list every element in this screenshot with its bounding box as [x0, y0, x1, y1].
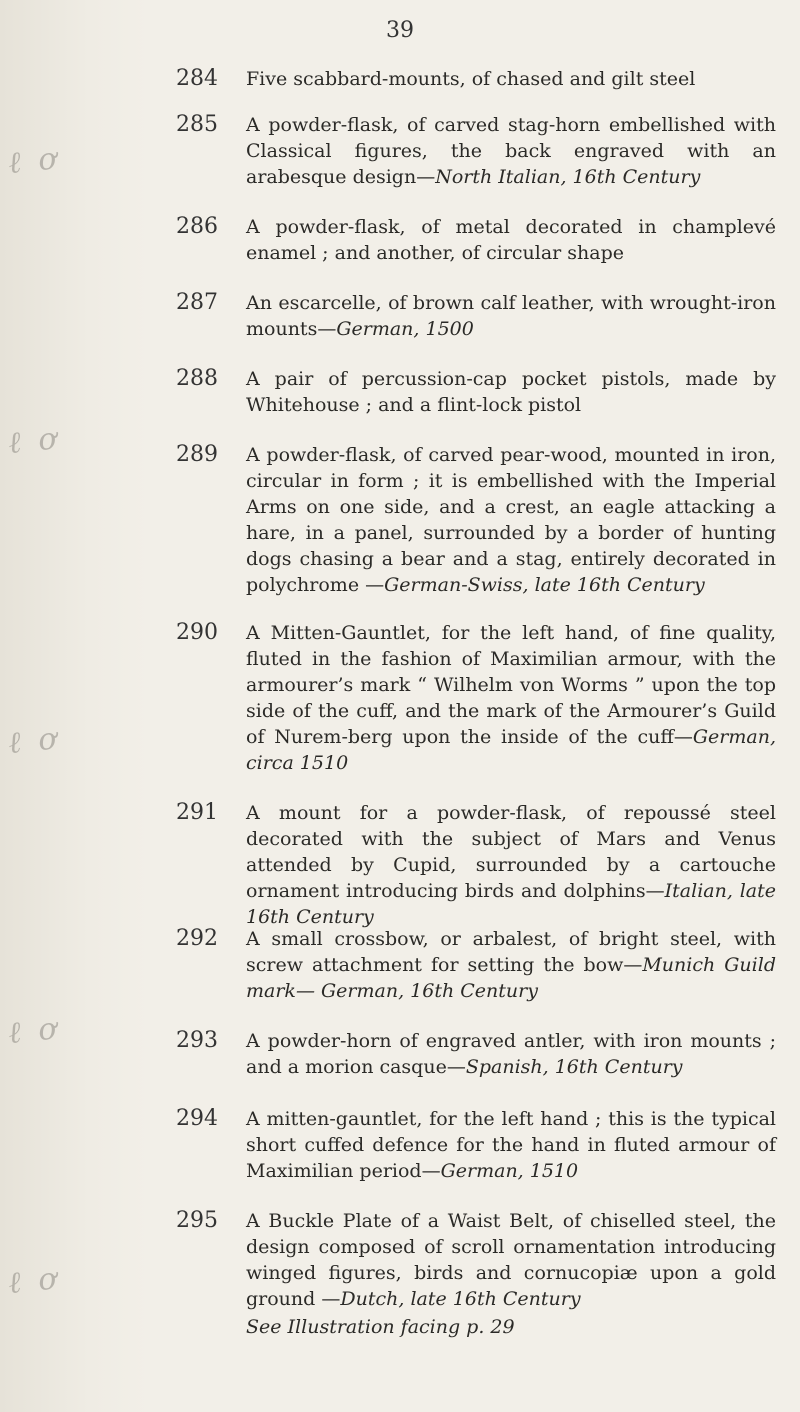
- lot-text: A powder-flask, of carved pear-wood, mounted in iron, circular in form ; it is embellished with the Imperial Arms on one side, and a crest, an eagle attacking a hare, in a panel, surrounded by a border of hunting dogs chasing a bear and a stag, entirely decorated in polychrome —: [246, 444, 776, 596]
- lot-number: 292: [176, 926, 218, 951]
- margin-pencil-mark: ℓ ơ: [6, 140, 62, 182]
- lot-description: [246, 290, 776, 342]
- lot-number: 289: [176, 442, 218, 467]
- lot-origin: Italian, late 16th Century: [246, 880, 776, 928]
- lot-text: A small crossbow, or arbalest, of bright steel, with screw attachment for setting the bow—: [246, 928, 776, 976]
- lot-origin: North Italian, 16th Century: [435, 166, 701, 188]
- lot-number: 287: [176, 290, 218, 315]
- bound-margin: [0, 0, 150, 1412]
- lot-text: A mitten-gauntlet, for the left hand ; this is the typical short cuffed defence for the hand in fluted armour of Maximilian period—: [246, 1108, 776, 1182]
- lot-number: 291: [176, 800, 218, 825]
- lot-description: [246, 1028, 776, 1080]
- lot-description: [246, 66, 776, 92]
- lot-text: A powder-flask, of carved stag-horn embellished with Classical figures, the back engraved with an arabesque design—: [246, 114, 776, 188]
- lot-origin: Munich Guild mark— German, 16th Century: [246, 954, 776, 1002]
- lot-origin: German, 1500: [336, 318, 474, 340]
- lot-number: 288: [176, 366, 218, 391]
- lot-number: 295: [176, 1208, 218, 1233]
- lot-text: A powder-flask, of metal decorated in champlevé enamel ; and another, of circular shape: [246, 216, 776, 264]
- lot-description: [246, 214, 776, 266]
- lot-text: A Mitten-Gauntlet, for the left hand, of fine quality, fluted in the fashion of Maximilian armour, with the armourer’s mark “ Wilhelm von Worms ” upon the top side of the cuff, and the mark of the Armourer’s Guild of Nurem-berg upon the inside of the cuff—: [246, 622, 776, 748]
- lot-text: A Buckle Plate of a Waist Belt, of chiselled steel, the design composed of scroll ornamentation introducing winged figures, birds and cornucopiæ upon a gold ground —: [246, 1210, 776, 1310]
- lot-text: Five scabbard-mounts, of chased and gilt steel: [246, 68, 696, 90]
- lot-number: 293: [176, 1028, 218, 1053]
- lot-description: [246, 366, 776, 418]
- lot-description: [246, 926, 776, 1004]
- lot-origin: Dutch, late 16th Century: [340, 1288, 581, 1310]
- lot-description: [246, 1208, 776, 1340]
- lot-number: 284: [176, 66, 218, 91]
- lot-number: 290: [176, 620, 218, 645]
- lot-origin: Spanish, 16th Century: [465, 1056, 683, 1078]
- lot-origin: German-Swiss, late 16th Century: [384, 574, 705, 596]
- lot-text: A mount for a powder-flask, of repoussé steel decorated with the subject of Mars and Venus attended by Cupid, surrounded by a cartouche ornament introducing birds and dolphins—: [246, 802, 776, 902]
- lot-text: A powder-horn of engraved antler, with iron mounts ; and a morion casque—: [246, 1030, 776, 1078]
- lot-origin: German, circa 1510: [246, 726, 776, 774]
- lot-description: [246, 620, 776, 776]
- margin-pencil-mark: ℓ ơ: [6, 1260, 62, 1302]
- margin-pencil-mark: ℓ ơ: [6, 1010, 62, 1052]
- lot-description: [246, 442, 776, 598]
- lot-number: 294: [176, 1106, 218, 1131]
- illustration-note: See Illustration facing p. 29: [246, 1316, 515, 1338]
- lot-number: 286: [176, 214, 218, 239]
- margin-pencil-mark: ℓ ơ: [6, 720, 62, 762]
- margin-pencil-mark: ℓ ơ: [6, 420, 62, 462]
- lot-description: [246, 1106, 776, 1184]
- lot-text: A pair of percussion-cap pocket pistols, made by Whitehouse ; and a flint-lock pistol: [246, 368, 776, 416]
- lot-origin: German, 1510: [440, 1160, 579, 1182]
- lot-text: An escarcelle, of brown calf leather, with wrought-iron mounts—: [246, 292, 776, 340]
- lot-description: [246, 800, 776, 930]
- page-number: 39: [386, 18, 414, 43]
- lot-description: [246, 112, 776, 190]
- lot-number: 285: [176, 112, 218, 137]
